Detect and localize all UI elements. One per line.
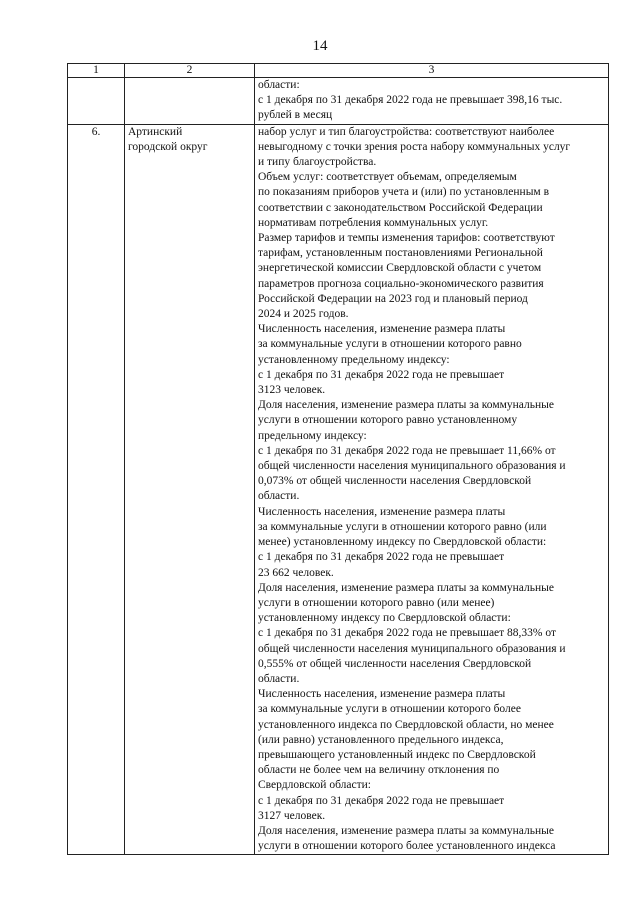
text-line: Численность населения, изменение размера платы [258,505,506,518]
text-line: энергетической комиссии Свердловской области с учетом [258,262,542,275]
description-cell [255,78,609,125]
column-header-1: 1 [68,64,125,78]
text-line: области не более чем на величину отклонения по [258,764,500,777]
text-line: с 1 декабря по 31 декабря 2022 года не превышает 88,33% от [258,627,557,640]
text-line: параметров прогноза социально-экономического развития [258,277,544,290]
municipality-cell [125,78,255,125]
text-line: тарифам, установленным постановлениями Региональной [258,247,543,260]
text-line: с 1 декабря по 31 декабря 2022 года не превышает [258,551,505,564]
text-line: за коммунальные услуги в отношении которого равно [258,338,522,351]
text-line: Доля населения, изменение размера платы за коммунальные [258,824,554,837]
text-line: набор услуг и тип благоустройства: соответствуют наиболее [258,125,555,138]
text-line: Объем услуг: соответствует объемам, определяемым [258,171,517,184]
text-line: за коммунальные услуги в отношении которого равно (или [258,520,547,533]
text-line: невыгодному с точки зрения роста набору коммунальных услуг [258,140,571,153]
text-line: услуги в отношении которого равно (или менее) [258,596,495,609]
page-number: 14 [312,38,328,54]
text-line: 2024 и 2025 годов. [258,308,349,321]
text-line: с 1 декабря по 31 декабря 2022 года не превышает [258,368,505,381]
text-line: Свердловской области: [258,779,371,792]
row-number-cell [68,78,125,125]
text-line: Артинский [128,125,183,138]
text-line: с 1 декабря по 31 декабря 2022 года не превышает 11,66% от [258,444,556,457]
row-number-cell: 6. [68,124,125,855]
text-line: менее) установленному индексу по Свердловской области: [258,536,547,549]
text-line: 3127 человек. [258,809,326,822]
text-line: Российской Федерации на 2023 год и плановый период [258,292,528,305]
text-line: услуги в отношении которого равно установленному [258,414,518,427]
text-line: нормативам потребления коммунальных услуг. [258,216,489,229]
text-line: рублей в месяц [258,109,333,122]
text-line: услуги в отношении которого более установленного индекса [258,840,556,853]
column-header-2: 2 [125,64,255,78]
text-line: 23 662 человек. [258,566,334,579]
text-line: 0,555% от общей численности населения Свердловской [258,657,532,670]
municipality-cell [125,124,255,855]
table-row-6 [68,124,609,855]
text-line: и типу благоустройства. [258,156,377,169]
text-line: с 1 декабря по 31 декабря 2022 года не превышает [258,794,505,807]
text-line: соответствии с законодательством Российской Федерации [258,201,543,214]
column-header-3: 3 [255,64,609,78]
text-line: общей численности населения муниципального образования и [258,642,566,655]
text-line: общей численности населения муниципального образования и [258,460,566,473]
tariff-table [67,63,609,855]
table-header-row [68,64,609,78]
text-line: Доля населения, изменение размера платы за коммунальные [258,581,554,594]
text-line: (или равно) установленного предельного индекса, [258,733,504,746]
text-line: за коммунальные услуги в отношении которого более [258,703,521,716]
table-row-continuation [68,78,609,125]
text-line: установленного индекса по Свердловской области, но менее [258,718,554,731]
text-line: Численность населения, изменение размера платы [258,323,506,336]
text-line: 3123 человек. [258,384,326,397]
text-line: установленному предельному индексу: [258,353,450,366]
text-line: городской округ [128,140,208,153]
text-line: предельному индексу: [258,429,367,442]
text-line: по показаниям приборов учета и (или) по установленным в [258,186,550,199]
text-line: Численность населения, изменение размера платы [258,688,506,701]
text-line: области. [258,490,300,503]
text-line: области. [258,672,300,685]
description-cell [255,124,609,855]
text-line: области: [258,79,300,91]
text-line: 0,073% от общей численности населения Свердловской [258,475,532,488]
text-line: с 1 декабря по 31 декабря 2022 года не превышает 398,16 тыс. [258,94,563,107]
text-line: установленному индексу по Свердловской области: [258,612,511,625]
text-line: превышающего установленный индекс по Свердловской [258,748,536,761]
text-line: Доля населения, изменение размера платы за коммунальные [258,399,554,412]
text-line: Размер тарифов и темпы изменения тарифов: соответствуют [258,232,555,245]
